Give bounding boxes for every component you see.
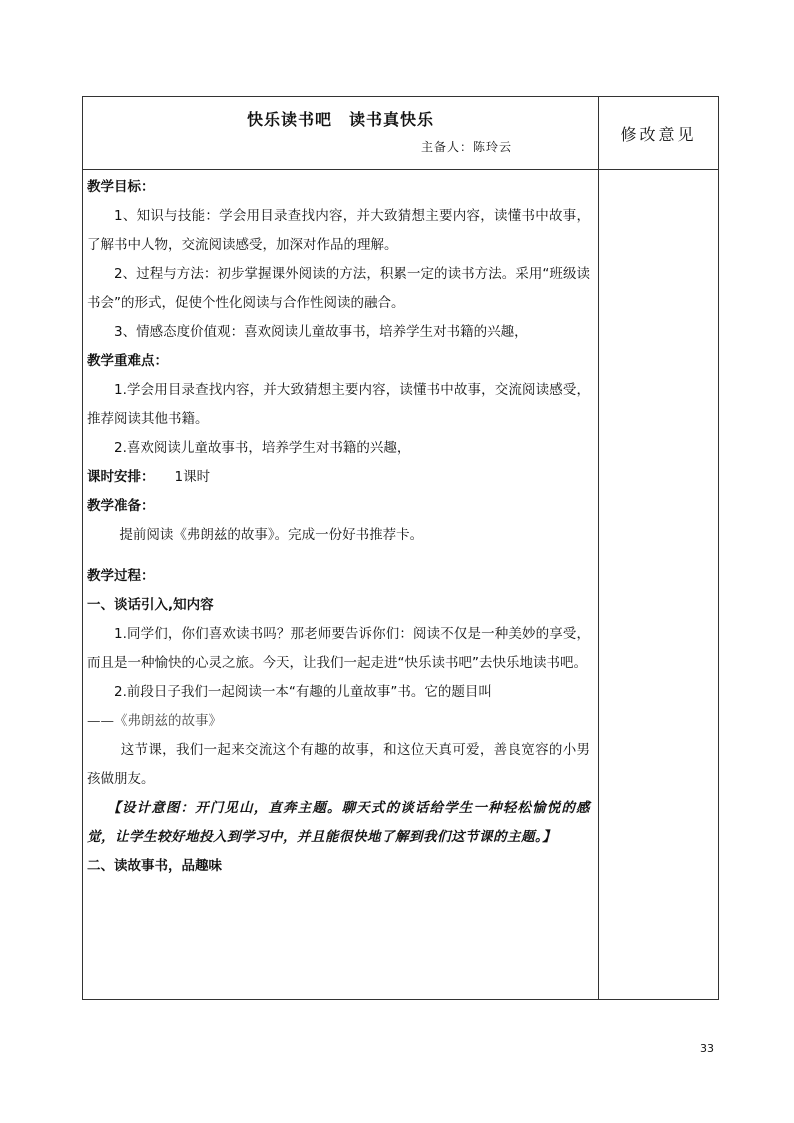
lesson-title: 快乐读书吧 读书真快乐 <box>246 110 434 129</box>
page-number: 33 <box>700 1042 714 1055</box>
book-title: ——《弗朗兹的故事》 <box>87 713 222 729</box>
step-1-paragraph-3: 这节课，我们一起来交流这个有趣的故事，和这位天真可爱，善良宽容的小男孩做朋友。 <box>87 742 590 787</box>
design-intent-note: 【设计意图：开门见山，直奔主题。聊天式的谈话给学生一种轻松愉悦的感觉，让学生较好地投入到学习中，并且能很快地了解到我们这节课的主题。】 <box>87 800 590 845</box>
objectives-heading: 教学目标： <box>87 179 155 195</box>
schedule-heading: 课时安排： <box>87 469 155 485</box>
key-point-1: 1.学会用目录查找内容，并大致猜想主要内容，读懂书中故事，交流阅读感受，推荐阅读其他书籍。 <box>87 382 590 427</box>
preparer-name: 主备人：陈玲云 <box>421 140 513 154</box>
objective-knowledge-skills: 1、知识与技能：学会用目录查找内容，并大致猜想主要内容，读懂书中故事，了解书中人物，交流阅读感受，加深对作品的理解。 <box>87 208 590 253</box>
lesson-plan-table <box>82 96 719 1000</box>
key-point-2: 2.喜欢阅读儿童故事书，培养学生对书籍的兴趣， <box>114 440 411 456</box>
schedule-value: 1课时 <box>174 469 211 485</box>
step-2-heading: 二、读故事书，品趣味 <box>87 858 222 874</box>
process-heading: 教学过程： <box>87 568 155 584</box>
revision-comments-cell <box>599 170 718 999</box>
lesson-content <box>87 173 590 881</box>
step-1-paragraph-2: 2.前段日子我们一起阅读一本“有趣的儿童故事”书。它的题目叫 <box>114 684 492 700</box>
revision-comments-header: 修改意见 <box>620 124 697 144</box>
preparation-heading: 教学准备： <box>87 498 155 514</box>
objective-attitudes-values: 3、情感态度价值观：喜欢阅读儿童故事书，培养学生对书籍的兴趣， <box>114 324 528 340</box>
schedule-row <box>87 463 590 492</box>
step-1-paragraph-1: 1.同学们，你们喜欢读书吗？那老师要告诉你们：阅读不仅是一种美妙的享受，而且是一种愉快的心灵之旅。今天，让我们一起走进“快乐读书吧”去快乐地读书吧。 <box>87 626 590 671</box>
step-1-heading: 一、谈话引入,知内容 <box>87 597 214 613</box>
preparation-text: 提前阅读《弗朗兹的故事》。完成一份好书推荐卡。 <box>119 527 424 543</box>
key-points-heading: 教学重难点： <box>87 353 168 369</box>
objective-process-methods: 2、过程与方法：初步掌握课外阅读的方法，积累一定的读书方法。采用“班级读书会”的形式，促使个性化阅读与合作性阅读的融合。 <box>87 266 590 311</box>
